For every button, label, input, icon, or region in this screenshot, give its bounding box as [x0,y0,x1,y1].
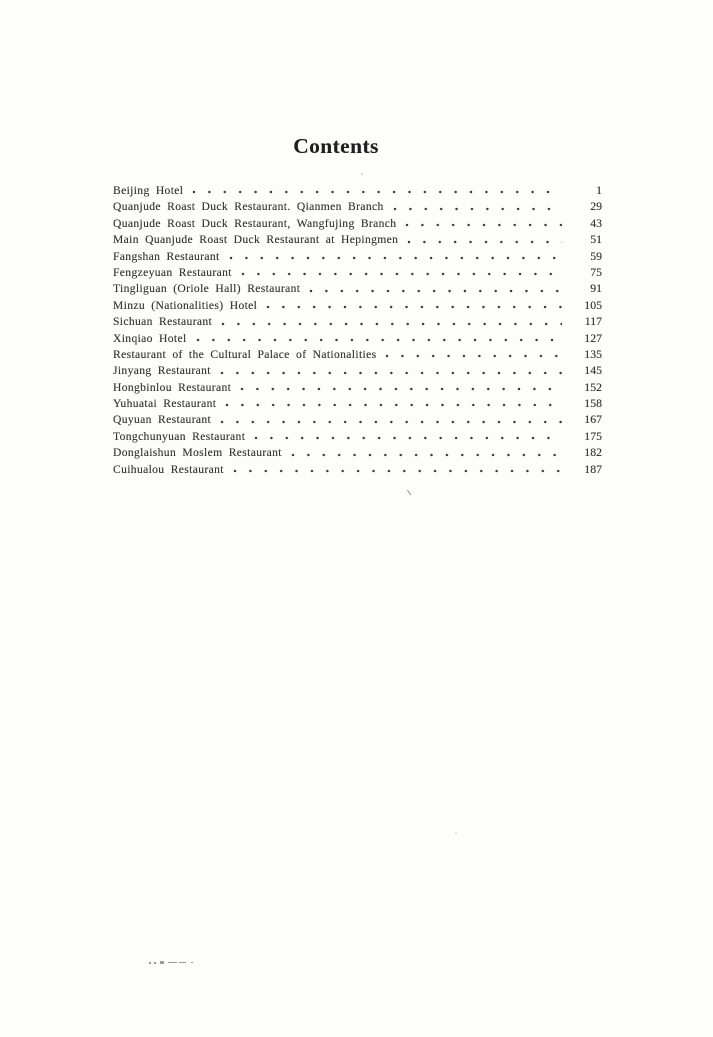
dot-leader [266,297,562,313]
toc-entry [113,428,602,444]
dot-leader [225,395,562,411]
scan-artifact-marks [149,960,199,965]
toc-entry-page: 43 [590,215,602,230]
toc-entry-page: 91 [590,281,602,296]
toc-entry-page: 127 [584,330,602,345]
toc-entry-page: 145 [584,363,602,378]
toc-entry-page: 117 [584,314,602,329]
toc-entry [113,215,602,231]
toc-entry-title: Hongbinlou Restaurant [113,380,232,394]
toc-entry-title: Jinyang Restaurant [113,364,211,378]
toc-entry-title: Minzu (Nationalities) Hotel [113,298,258,312]
dot-leader [254,428,562,444]
toc-entry [113,280,602,296]
scan-artifact-speck [361,173,363,175]
dot-leader [220,362,562,378]
toc-entry [113,379,602,395]
toc-entry-page: 167 [584,412,602,427]
toc-entry [113,264,602,280]
dot-leader [240,379,562,395]
toc-entry-title: Donglaishun Moslem Restaurant [113,446,282,460]
scan-artifact-speck [455,832,457,834]
toc-entry-title: Tongchunyuan Restaurant [113,429,246,443]
dot-leader [241,264,562,280]
toc-entry-title: Quanjude Roast Duck Restaurant, Wangfujing Branch [113,216,397,230]
toc-entry-title: Beijing Hotel [113,184,184,197]
dot-leader [405,215,562,231]
toc-entry-title: Main Quanjude Roast Duck Restaurant at Hepingmen [113,233,399,247]
dot-leader [192,182,562,198]
toc-entry [113,182,602,198]
toc-entry-page: 158 [584,396,602,411]
toc-entry-page: 175 [584,428,602,443]
toc-entry-title: Yuhuatai Restaurant [113,397,217,411]
scan-artifact-tick [407,490,411,496]
toc-entry-title: Tingliguan (Oriole Hall) Restaurant [113,282,301,296]
toc-entry-page: 105 [584,297,602,312]
toc-entry-page: 75 [590,264,602,279]
toc-entry-page: 187 [584,461,602,476]
dot-leader [233,461,562,477]
toc-entry-title: Sichuan Restaurant [113,315,213,329]
toc-entry-title: Fengzeyuan Restaurant [113,265,232,279]
toc-entry [113,346,602,362]
toc-entry-title: Xinqiao Hotel [113,331,187,345]
toc-entry [113,198,602,214]
table-of-contents [113,182,602,477]
dot-leader [309,280,562,296]
dot-leader [407,231,562,247]
dot-leader [291,444,562,460]
toc-entry [113,248,602,264]
toc-entry-title: Quyuan Restaurant [113,413,212,427]
toc-entry-page: 51 [590,232,602,247]
toc-entry [113,297,602,313]
dot-leader [221,313,562,329]
toc-entry-title: Quanjude Roast Duck Restaurant. Qianmen Branch [113,200,384,214]
dot-leader [393,198,562,214]
toc-entry-title: Cuihualou Restaurant [113,462,224,476]
toc-entry-page: 1 [596,183,602,197]
toc-entry-title: Fangshan Restaurant [113,249,220,263]
toc-entry [113,313,602,329]
toc-entry [113,461,602,477]
toc-entry-page: 135 [584,346,602,361]
toc-entry [113,231,602,247]
toc-entry-title: Restaurant of the Cultural Palace of Nationalities [113,347,377,361]
dot-leader [220,411,562,427]
toc-entry [113,395,602,411]
toc-entry-page: 182 [584,445,602,460]
dot-leader [229,248,562,264]
dot-leader [385,346,562,362]
toc-entry-page: 59 [590,248,602,263]
toc-entry-page: 152 [584,379,602,394]
toc-entry-page: 29 [590,199,602,214]
page-title: Contents [293,134,379,158]
toc-entry [113,411,602,427]
toc-entry [113,362,602,378]
toc-entry [113,444,602,460]
toc-entry [113,330,602,346]
dot-leader [196,330,562,346]
